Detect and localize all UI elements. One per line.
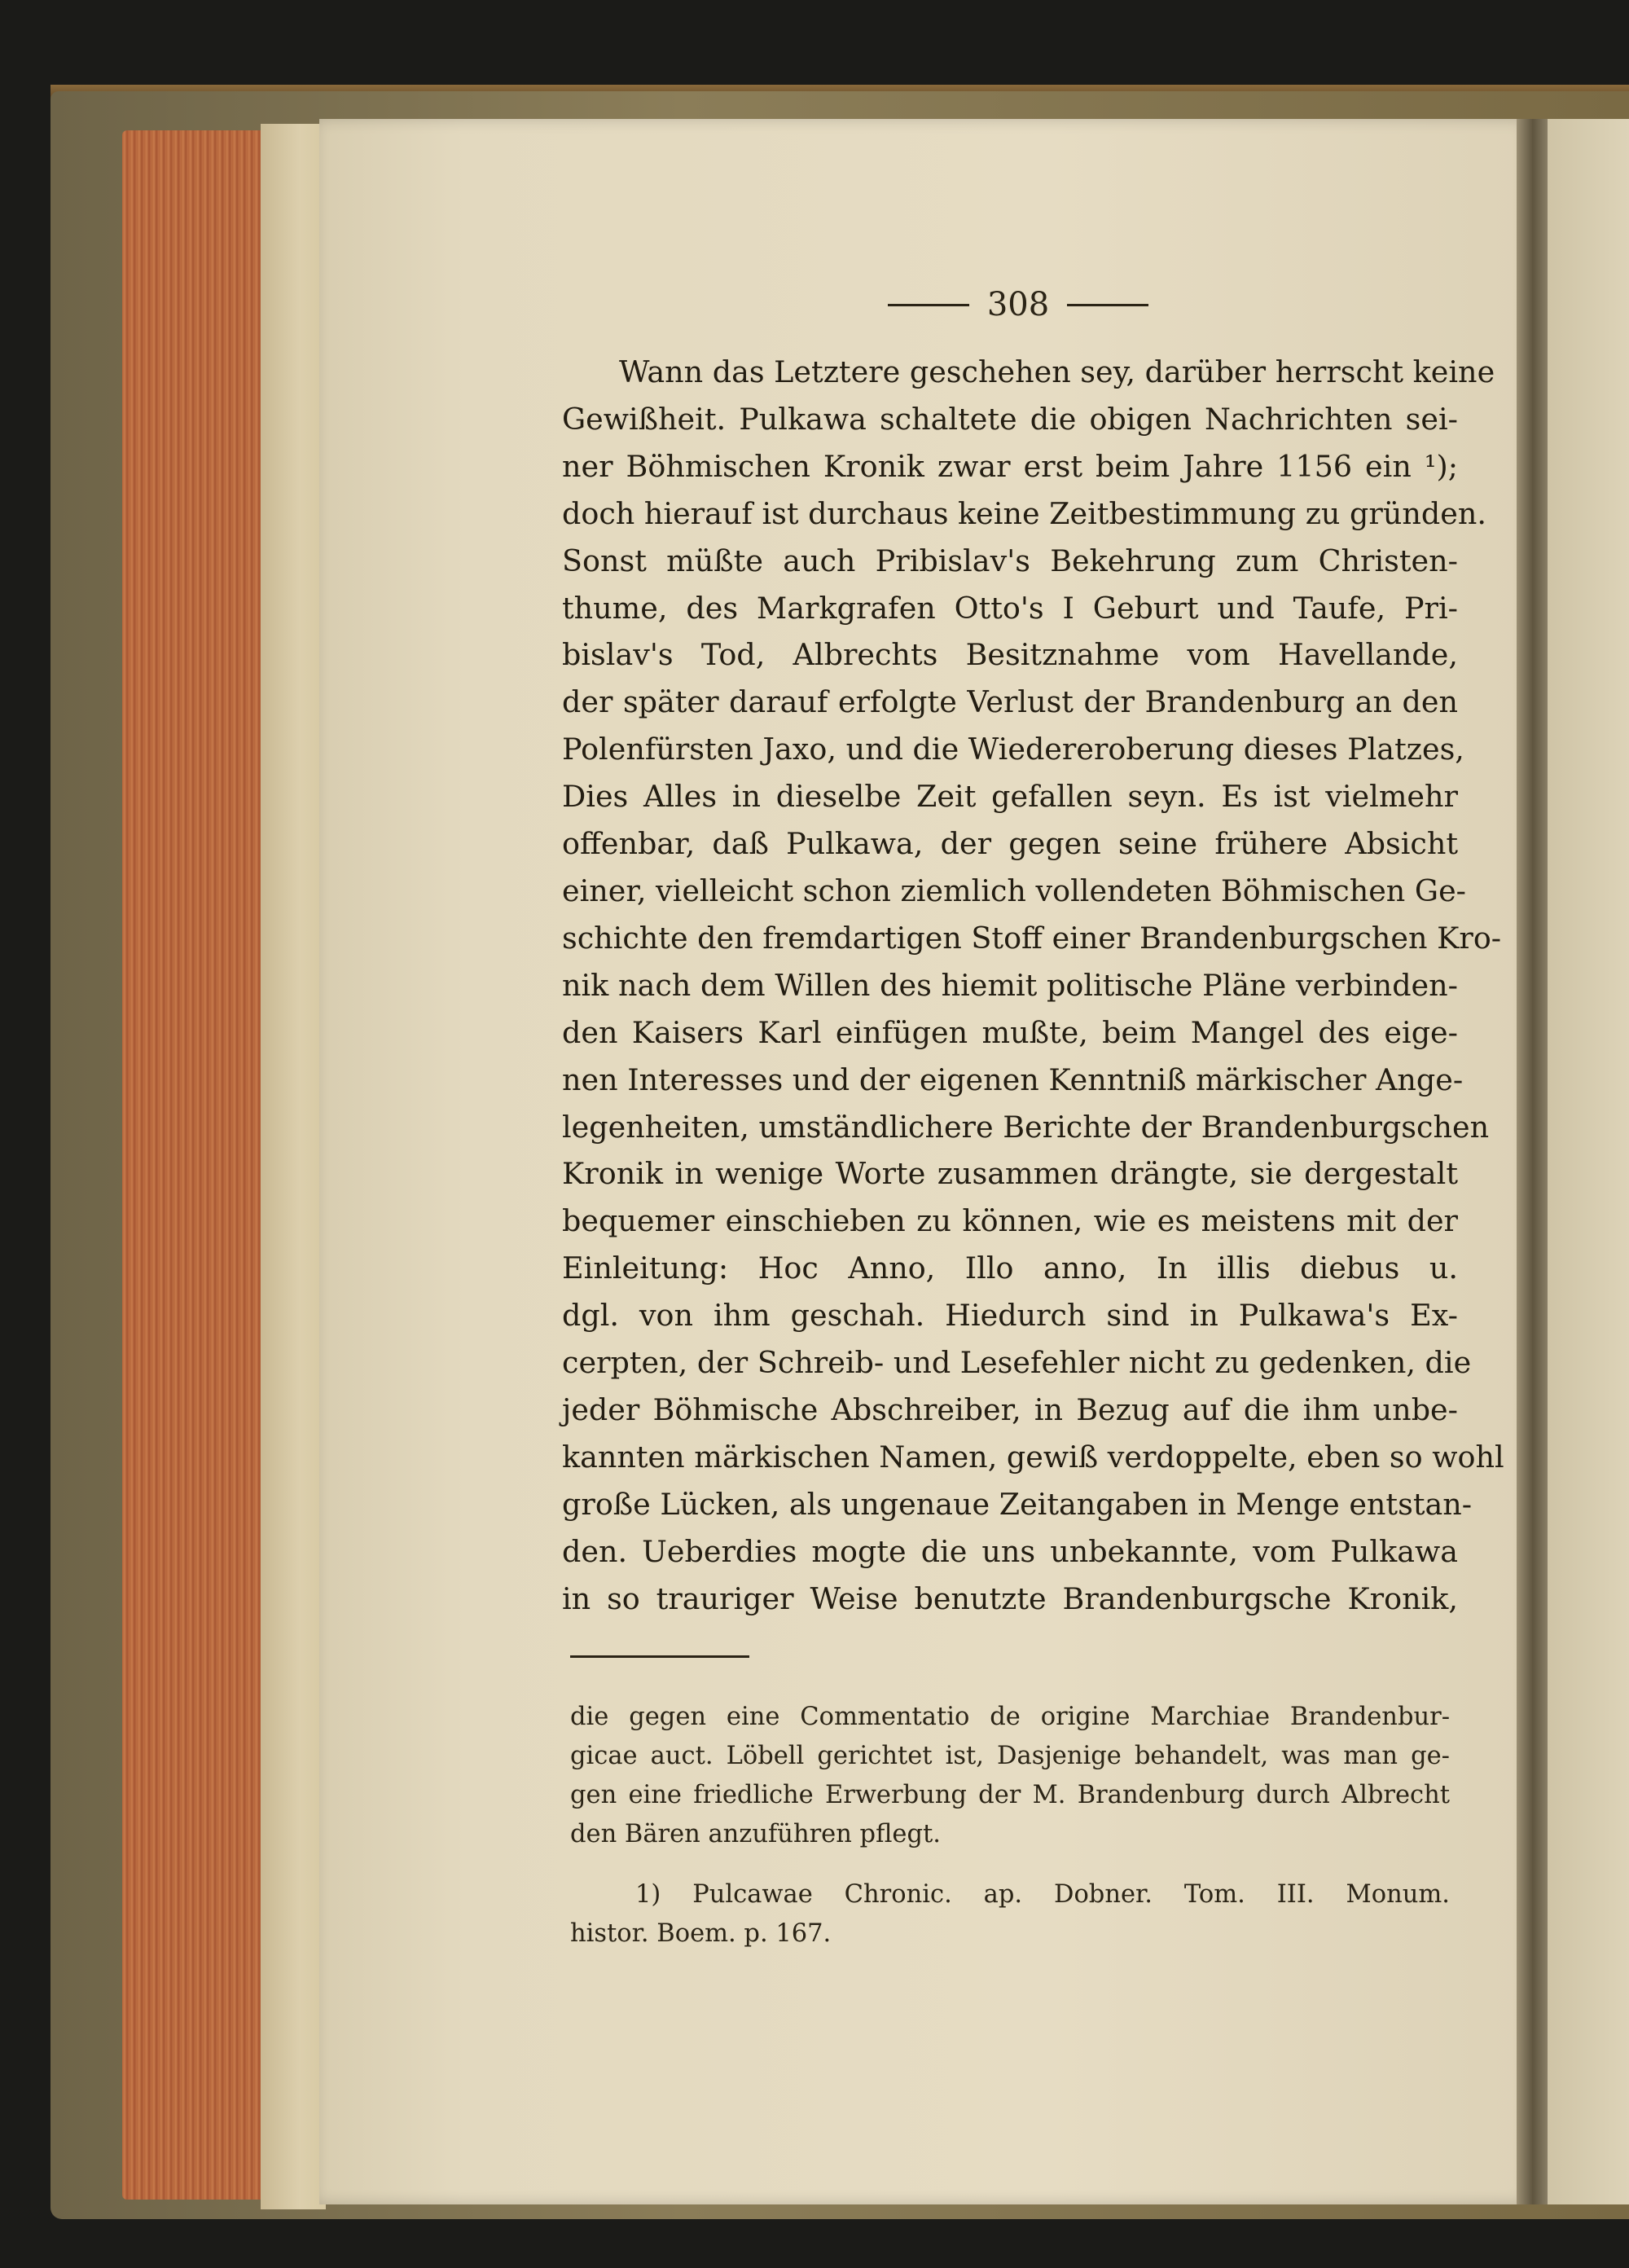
text-line: große Lücken, als ungenaue Zeitangaben in Menge entstan- [562, 1486, 1473, 1522]
page-stack [261, 124, 326, 2209]
footnotes [570, 1698, 1450, 1954]
text-line: Polenfürsten Jaxo, und die Wiedereroberung dieses Platzes, [562, 732, 1464, 767]
text-line: schichte den fremdartigen Stoff einer Brandenburgschen Kro- [562, 920, 1502, 956]
footnote-line: 1) Pulcawae Chronic. ap. Dobner. Tom. III. Monum. [635, 1880, 1450, 1909]
text-line: doch hierauf ist durchaus keine Zeitbestimmung zu gründen. [562, 495, 1486, 531]
text-line: legenheiten, umständlichere Berichte der Brandenburgschen [562, 1109, 1490, 1145]
text-line: Einleitung: Hoc Anno, Illo anno, In illis diebus u. [562, 1250, 1458, 1286]
page-header [855, 280, 1181, 329]
text-line: Dies Alles in dieselbe Zeit gefallen seyn. Es ist vielmehr [562, 779, 1458, 815]
facing-page-edge [1548, 119, 1629, 2204]
text-line: thume, des Markgrafen Otto's I Geburt und Taufe, Pri- [562, 590, 1458, 626]
text-line: ner Böhmischen Kronik zwar erst beim Jahre 1156 ein ¹); [562, 448, 1458, 484]
footnote-line: gicae auct. Löbell gerichtet ist, Dasjenige behandelt, was man ge- [570, 1742, 1450, 1770]
footnote-line: gen eine friedliche Erwerbung der M. Brandenburg durch Albrecht [570, 1781, 1450, 1809]
text-line: in so trauriger Weise benutzte Brandenburgsche Kronik, [562, 1580, 1458, 1616]
text-line: jeder Böhmische Abschreiber, in Bezug auf die ihm unbe- [562, 1391, 1458, 1427]
footnote-1 [570, 1875, 1450, 1954]
text-line: Kronik in wenige Worte zusammen drängte, sie dergestalt [562, 1156, 1458, 1192]
text-line: Wann das Letztere geschehen sey, darüber herrscht keine [619, 354, 1495, 389]
text-line: bislav's Tod, Albrechts Besitznahme vom Havellande, [562, 637, 1458, 673]
text-line: der später darauf erfolgte Verlust der Brandenburg an den [562, 684, 1458, 720]
body-text [562, 349, 1504, 1622]
text-line: den. Ueberdies mogte die uns unbekannte, vom Pulkawa [562, 1533, 1458, 1569]
text-line: einer, vielleicht schon ziemlich vollendeten Böhmischen Ge- [562, 872, 1467, 908]
book-gutter [1517, 119, 1549, 2204]
text-line: cerpten, der Schreib- und Lesefehler nicht zu gedenken, die [562, 1345, 1472, 1381]
text-line: offenbar, daß Pulkawa, der gegen seine frühere Absicht [562, 826, 1458, 862]
page-edges [122, 130, 269, 2200]
text-line: Sonst müßte auch Pribislav's Bekehrung zum Christen- [562, 543, 1458, 578]
footnote-line: histor. Boem. p. 167. [570, 1919, 832, 1948]
text-line: den Kaisers Karl einfügen mußte, beim Mangel des eige- [562, 1014, 1458, 1050]
footnote-line: den Bären anzuführen pflegt. [570, 1820, 941, 1848]
text-line: dgl. von ihm geschah. Hiedurch sind in Pulkawa's Ex- [562, 1298, 1458, 1334]
footnote-continuation [570, 1698, 1450, 1854]
footnote-rule [570, 1655, 749, 1658]
text-line: nik nach dem Willen des hiemit politische Pläne verbinden- [562, 967, 1458, 1003]
footnote-line: die gegen eine Commentatio de origine Marchiae Brandenbur- [570, 1703, 1450, 1731]
page-number: 308 [986, 286, 1050, 323]
text-line: kannten märkischen Namen, gewiß verdoppelte, eben so wohl [562, 1439, 1504, 1475]
text-line: bequemer einschieben zu können, wie es meistens mit der [562, 1203, 1458, 1239]
text-line: Gewißheit. Pulkawa schaltete die obigen Nachrichten sei- [562, 401, 1458, 437]
text-line: nen Interesses und der eigenen Kenntniß märkischer Ange- [562, 1061, 1464, 1097]
header-rule-right [1067, 304, 1148, 306]
header-rule-left [888, 304, 969, 306]
